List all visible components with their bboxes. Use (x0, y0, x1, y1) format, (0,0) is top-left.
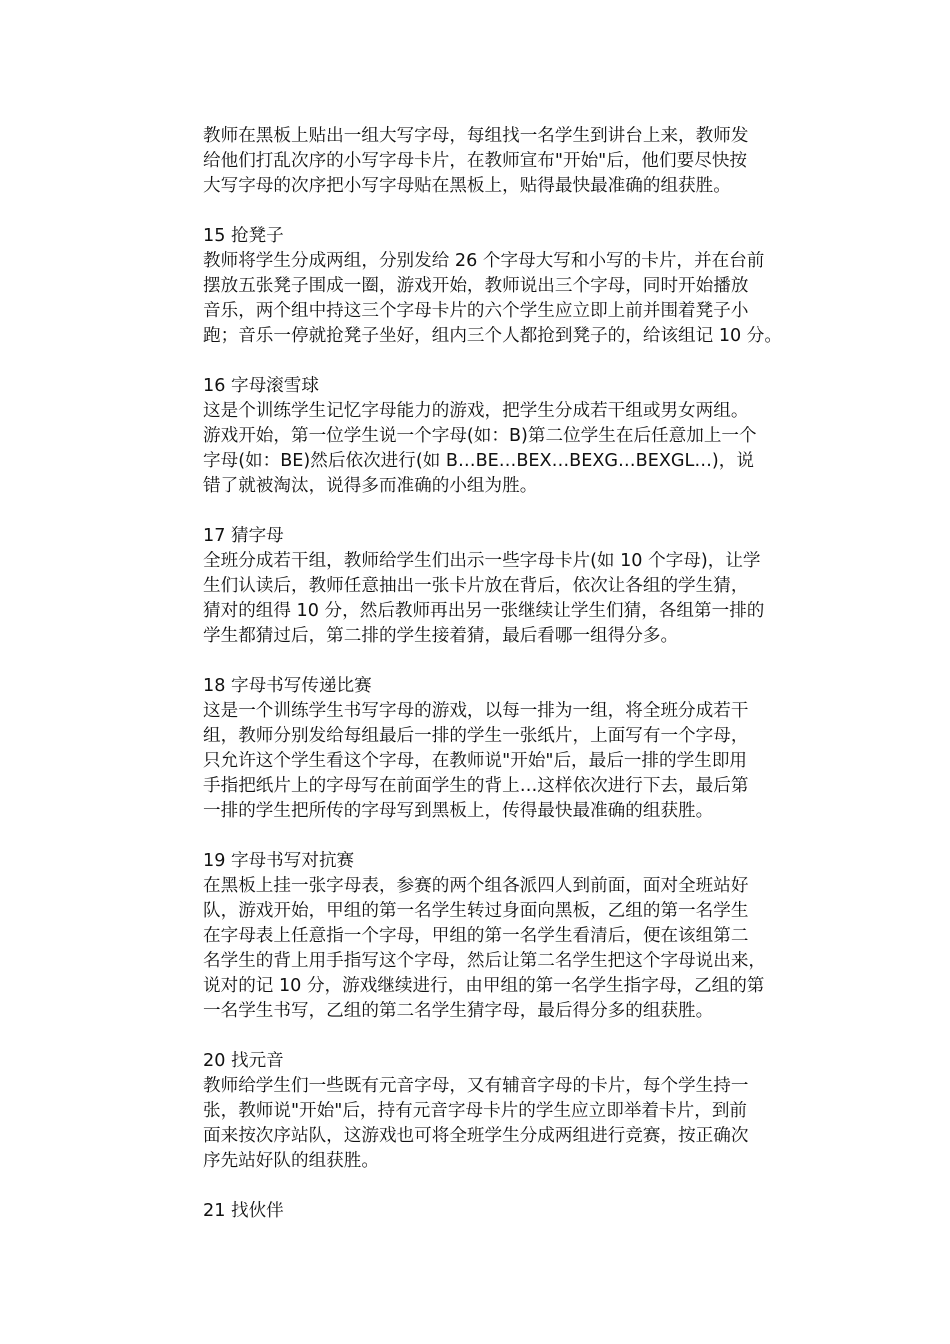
text-line: 游戏开始，第一位学生说一个字母(如：B)第二位学生在后任意加上一个 (203, 426, 757, 446)
section-15 (203, 224, 823, 349)
text-line: 给他们打乱次序的小写字母卡片，在教师宣布"开始"后，他们要尽快按 (203, 151, 748, 171)
text-line: 一名学生书写，乙组的第二名学生猜字母，最后得分多的组获胜。 (203, 1001, 714, 1021)
text-line: 学生都猜过后，第二排的学生接着猜，最后看哪一组得分多。 (203, 626, 679, 646)
section-19 (203, 849, 823, 1024)
document-body (203, 124, 823, 1224)
text-line: 摆放五张凳子围成一圈，游戏开始，教师说出三个字母，同时开始播放 (203, 276, 749, 296)
section-heading: 20 找元音 (203, 1051, 284, 1071)
section-21 (203, 1199, 823, 1224)
text-line: 大写字母的次序把小写字母贴在黑板上，贴得最快最准确的组获胜。 (203, 176, 731, 196)
section-heading: 16 字母滚雪球 (203, 376, 319, 396)
text-line: 一排的学生把所传的字母写到黑板上，传得最快最准确的组获胜。 (203, 801, 714, 821)
text-line: 音乐，两个组中持这三个字母卡片的六个学生应立即上前并围着凳子小 (203, 301, 749, 321)
text-line: 序先站好队的组获胜。 (203, 1151, 379, 1171)
section-16 (203, 374, 823, 499)
text-line: 张，教师说"开始"后，持有元音字母卡片的学生应立即举着卡片，到前 (203, 1101, 748, 1121)
text-line: 在黑板上挂一张字母表，参赛的两个组各派四人到前面，面对全班站好 (203, 876, 749, 896)
text-line: 这是个训练学生记忆字母能力的游戏，把学生分成若干组或男女两组。 (203, 401, 749, 421)
text-line: 教师在黑板上贴出一组大写字母，每组找一名学生到讲台上来，教师发 (203, 126, 749, 146)
text-line: 字母(如：BE)然后依次进行(如 B…BE…BEX…BEXG…BEXGL…)，说 (203, 451, 754, 471)
text-line: 组，教师分别发给每组最后一排的学生一张纸片，上面写有一个字母， (203, 726, 749, 746)
text-line: 跑；音乐一停就抢凳子坐好，组内三个人都抢到凳子的，给该组记 10 分。 (203, 326, 782, 346)
text-line: 面来按次序站队，这游戏也可将全班学生分成两组进行竞赛，按正确次 (203, 1126, 749, 1146)
section-heading: 19 字母书写对抗赛 (203, 851, 355, 871)
text-line: 生们认读后，教师任意抽出一张卡片放在背后，依次让各组的学生猜， (203, 576, 749, 596)
text-line: 教师给学生们一些既有元音字母，又有辅音字母的卡片，每个学生持一 (203, 1076, 749, 1096)
section-heading: 18 字母书写传递比赛 (203, 676, 372, 696)
text-line: 教师将学生分成两组，分别发给 26 个字母大写和小写的卡片，并在台前 (203, 251, 765, 271)
intro-paragraph (203, 124, 823, 199)
text-line: 猜对的组得 10 分，然后教师再出另一张继续让学生们猜，各组第一排的 (203, 601, 765, 621)
text-line: 说对的记 10 分，游戏继续进行，由甲组的第一名学生指字母，乙组的第 (203, 976, 765, 996)
text-line: 全班分成若干组，教师给学生们出示一些字母卡片(如 10 个字母)，让学 (203, 551, 761, 571)
text-line: 手指把纸片上的字母写在前面学生的背上…这样依次进行下去，最后第 (203, 776, 749, 796)
text-line: 这是一个训练学生书写字母的游戏，以每一排为一组，将全班分成若干 (203, 701, 749, 721)
text-line: 在字母表上任意指一个字母，甲组的第一名学生看清后，便在该组第二 (203, 926, 749, 946)
section-heading: 15 抢凳子 (203, 226, 284, 246)
section-18 (203, 674, 823, 824)
section-heading: 21 找伙伴 (203, 1201, 284, 1221)
section-17 (203, 524, 823, 649)
text-line: 只允许这个学生看这个字母，在教师说"开始"后，最后一排的学生即用 (203, 751, 748, 771)
text-line: 名学生的背上用手指写这个字母，然后让第二名学生把这个字母说出来， (203, 951, 767, 971)
section-20 (203, 1049, 823, 1174)
text-line: 队，游戏开始，甲组的第一名学生转过身面向黑板，乙组的第一名学生 (203, 901, 749, 921)
text-line: 错了就被淘汰，说得多而准确的小组为胜。 (203, 476, 538, 496)
section-heading: 17 猜字母 (203, 526, 284, 546)
